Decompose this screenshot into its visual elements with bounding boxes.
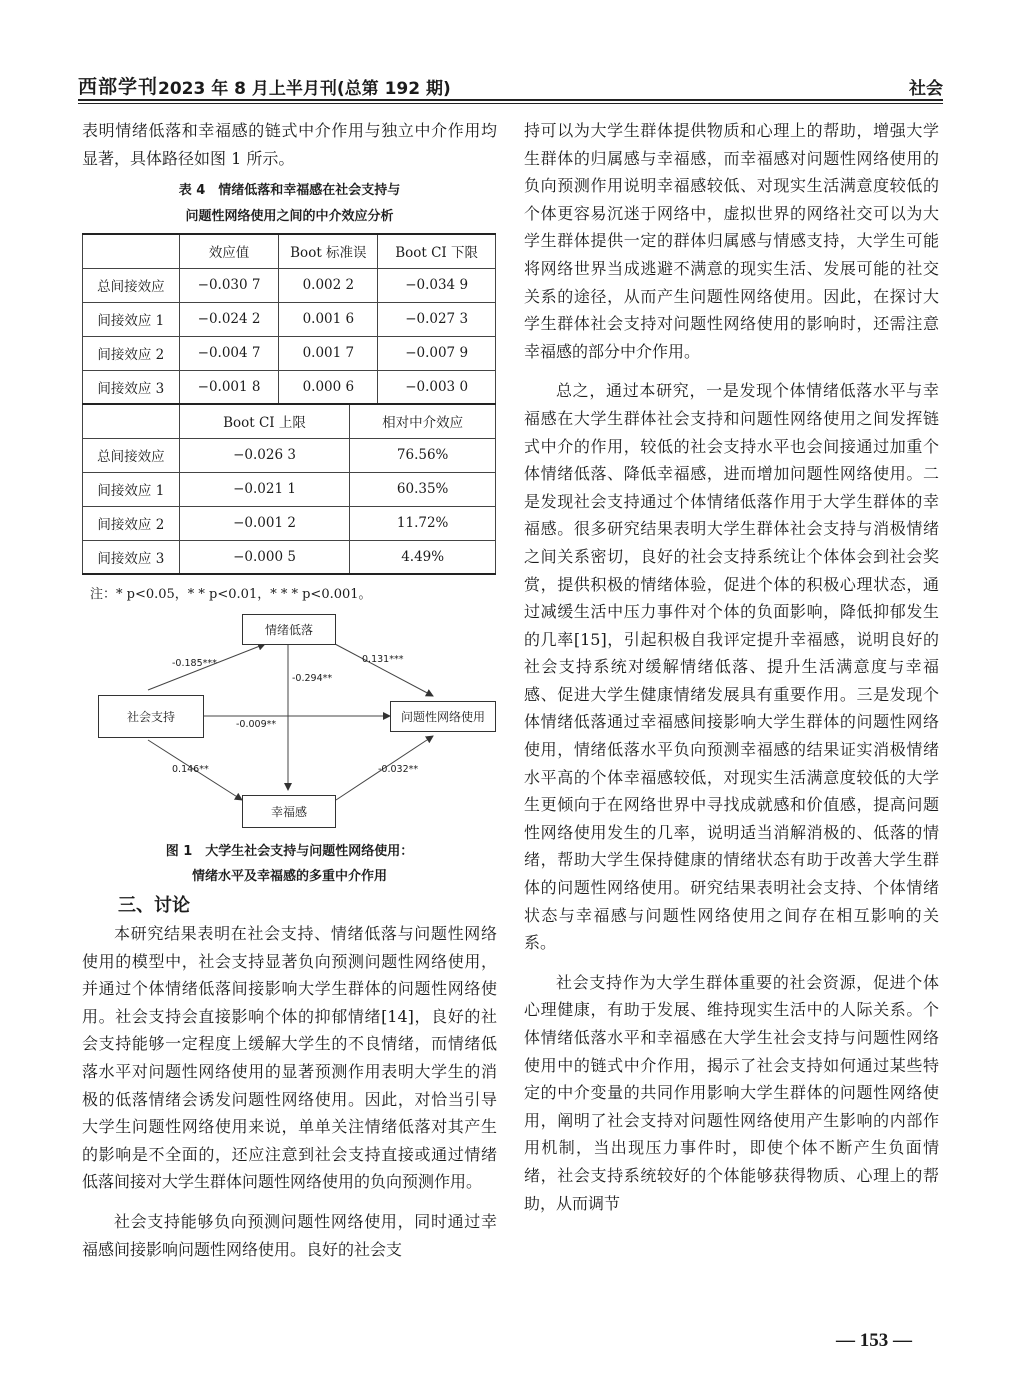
table-cell: 0.000 6 (279, 370, 378, 404)
left-column-intro (82, 117, 497, 172)
table-cell: 0.002 2 (279, 268, 378, 302)
header-rule (78, 99, 943, 101)
page-header (78, 72, 943, 102)
table-row (83, 438, 496, 472)
mediation-table-part2 (82, 403, 496, 575)
table-cell: 间接效应 3 (83, 540, 180, 574)
table-cell: −0.024 2 (179, 302, 279, 336)
table-row (83, 506, 496, 540)
table-header-cell: Boot 标准误 (279, 234, 378, 268)
body-paragraph: 持可以为大学生群体提供物质和心理上的帮助，增强大学生群体的归属感与幸福感，而幸福感对问题性网络使用的负向预测作用说明幸福感较低、对现实生活满意度较低的个体更容易沉迷于网络中，虚拟世界的网络社交可以为大学生群体提供一定的群体归属感与情感支持，大学生可能将网络世界当成逃避不满意的现实生活、发展可能的社交关系的途径，从而产生问题性网络使用。因此，在探讨大学生群体社会支持对问题性网络使用的影响时，还需注意幸福感的部分中介作用。 (524, 121, 939, 361)
table-cell: 76.56% (350, 438, 496, 472)
table-cell: 总间接效应 (83, 268, 180, 302)
left-column-discussion (82, 920, 497, 1263)
table-caption-line2: 问题性网络使用之间的中介效应分析 (185, 209, 394, 224)
table-cell: −0.007 9 (378, 336, 496, 370)
section-label: 社会 (909, 79, 943, 99)
path-label-support-happiness: 0.146** (172, 764, 209, 775)
table-cell: −0.003 0 (378, 370, 496, 404)
table-cell: −0.021 1 (179, 472, 350, 506)
table-cell: 间接效应 1 (83, 302, 180, 336)
table-header-cell: Boot CI 下限 (378, 234, 496, 268)
path-label-support-problem: -0.009** (236, 719, 277, 730)
figure-caption-line2: 情绪水平及幸福感的多重中介作用 (191, 869, 387, 884)
table-header-row (83, 404, 496, 438)
header-rule-thin (78, 103, 943, 104)
table-cell: 0.001 7 (279, 336, 378, 370)
path-label-support-mood: -0.185*** (172, 658, 217, 669)
mediation-table-part1 (82, 233, 496, 405)
table-caption-line1: 表 4 情绪低落和幸福感在社会支持与 (178, 183, 401, 198)
table-cell: 总间接效应 (83, 438, 180, 472)
body-paragraph: 社会支持作为大学生群体重要的社会资源，促进个体心理健康，有助于发展、维持现实生活中的人际关系。个体情绪低落水平和幸福感在大学生社会支持与问题性网络使用中的链式中介作用，揭示了社会支持如何通过某些特定的中介变量的共同作用影响大学生群体的问题性网络使用，阐明了社会支持对问题性网络使用产生影响的内部作用机制，当出现压力事件时，即使个体不断产生负面情绪，社会支持系统较好的个体能够获得物质、心理上的帮助，从而调节 (524, 972, 939, 1213)
table-header-row (83, 234, 496, 268)
table-cell: 0.001 6 (279, 302, 378, 336)
table-header-cell (83, 234, 180, 268)
table-row (83, 302, 496, 336)
arrow-mood-problem (335, 644, 433, 696)
table-cell: −0.001 2 (179, 506, 350, 540)
table-row (83, 540, 496, 574)
path-diagram (90, 610, 496, 835)
node-happiness: 幸福感 (242, 795, 336, 828)
table-cell: 间接效应 3 (83, 370, 180, 404)
table-header-cell: 相对中介效应 (350, 404, 496, 438)
table-note: 注：* p<0.05，* * p<0.01，* * * p<0.001。 (90, 587, 372, 602)
table-cell: −0.034 9 (378, 268, 496, 302)
table-cell: −0.026 3 (179, 438, 350, 472)
node-mood: 情绪低落 (242, 614, 336, 645)
table-cell: −0.027 3 (378, 302, 496, 336)
table-cell: 60.35% (350, 472, 496, 506)
right-column (524, 117, 939, 1217)
table-header-cell: Boot CI 上限 (179, 404, 350, 438)
table-cell: −0.030 7 (179, 268, 279, 302)
issue-info: 2023 年 8 月上半月刊(总第 192 期) (158, 79, 451, 99)
body-paragraph: 总之，通过本研究，一是发现个体情绪低落水平与幸福感在大学生群体社会支持和问题性网络使用之间发挥链式中介的作用，较低的社会支持水平也会间接通过加重个体情绪低落、降低幸福感，进而增加问题性网络使用。二是发现社会支持通过个体情绪低落作用于大学生群体的幸福感。很多研究结果表明大学生群体社会支持与消极情绪之间关系密切，良好的社会支持系统让个体体会到社会奖赏，提供积极的情绪体验，促进个体的积极心理状态，通过减缓生活中压力事件对个体的负面影响，降低抑郁发生的几率[15]，引起积极自我评定提升幸福感，说明良好的社会支持系统对缓解情绪低落、提升生活满意度与幸福感、促进大学生健康情绪发展具有重要作用。三是发现个体情绪低落通过幸福感间接影响大学生群体的问题性网络使用，情绪低落水平负向预测幸福感的结果证实消极情绪水平高的个体幸福感较低，对现实生活满意度较低的大学生更倾向于在网络世界中寻找成就感和价值感，提高问题性网络使用发生的几率，说明适当消解消极的、低落的情绪，帮助大学生保持健康的情绪状态有助于改善大学生群体的问题性网络使用。研究结果表明社会支持、个体情绪状态与幸福感与问题性网络使用之间存在相互影响的关系。 (524, 381, 939, 953)
table-cell: 间接效应 2 (83, 336, 180, 370)
section-heading: 三、讨论 (118, 895, 190, 916)
node-problematic-internet-use: 问题性网络使用 (390, 701, 496, 732)
table-cell: −0.000 5 (179, 540, 350, 574)
body-paragraph: 社会支持能够负向预测问题性网络使用，同时通过幸福感间接影响问题性网络使用。良好的社会支 (82, 1211, 497, 1259)
page-number: — 153 — (836, 1330, 912, 1351)
table-row (83, 268, 496, 302)
path-label-mood-happiness: -0.294** (292, 673, 333, 684)
table-cell: 11.72% (350, 506, 496, 540)
node-social-support: 社会支持 (98, 695, 204, 738)
table-cell: 间接效应 2 (83, 506, 180, 540)
figure-caption-line1: 图 1 大学生社会支持与问题性网络使用： (165, 844, 414, 859)
table-row (83, 336, 496, 370)
table-row (83, 472, 496, 506)
table-cell: −0.004 7 (179, 336, 279, 370)
path-label-happiness-problem: -0.032** (378, 764, 419, 775)
path-label-mood-problem: 0.131*** (362, 654, 404, 665)
table-cell: 间接效应 1 (83, 472, 180, 506)
table-header-cell (83, 404, 180, 438)
body-paragraph: 表明情绪低落和幸福感的链式中介作用与独立中介作用均显著，具体路径如图 1 所示。 (82, 121, 497, 168)
table-row (83, 370, 496, 404)
table-header-cell: 效应值 (179, 234, 279, 268)
table-cell: 4.49% (350, 540, 496, 574)
journal-logo: 西部学刊 (78, 76, 159, 98)
table-cell: −0.001 8 (179, 370, 279, 404)
body-paragraph: 本研究结果表明在社会支持、情绪低落与问题性网络使用的模型中，社会支持显著负向预测问题性网络使用，并通过个体情绪低落间接影响大学生群体的问题性网络使用。社会支持会直接影响个体的抑郁情绪[14]，良好的社会支持能够一定程度上缓解大学生的不良情绪，而情绪低落水平对问题性网络使用的显著预测作用表明大学生的消极的低落情绪会诱发问题性网络使用。因此，对恰当引导大学生问题性网络使用来说，单单关注情绪低落对其产生的影响是不全面的，还应注意到社会支持直接或通过情绪低落间接对大学生群体问题性网络使用的负向预测作用。 (82, 924, 497, 1192)
